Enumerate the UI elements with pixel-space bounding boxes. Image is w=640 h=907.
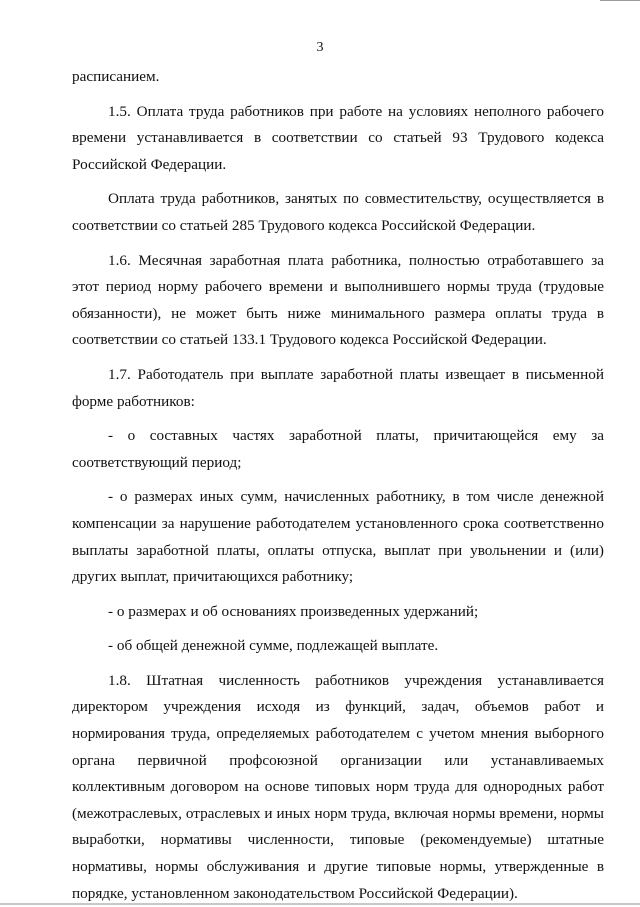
list-item-deductions: - о размерах и об основаниях произведенных удержаний; [108,602,479,620]
paragraph-1-8: 1.8. Штатная численность работников учреждения устанавливается директором учреждения исходя из функций, задач, объемов работ и нормирования труда, определяемых работодателем с учетом мнения выборного органа первичной профсоюзной организации или устанавливаемых коллективным договором на основе типовых норм труда для однородных работ (межотраслевых, отраслевых и иных норм труда, включая нормы времени, нормы выработки, нормативы численности, типовые (рекомендуемые) штатные нормативы, нормы обслуживания и другие типовые нормы, утвержденные в порядке, установленном законодательством Российской Федерации). [72,671,604,902]
document-body [72,64,604,907]
paragraph-continuation: расписанием. [72,68,160,85]
list-item-other-sums: - о размерах иных сумм, начисленных работнику, в том числе денежной компенсации за нарушение работодателем установленного срока соответственно выплаты заработной платы, оплаты отпуска, выплат при увольнении и (или) других выплат, причитающихся работнику; [72,488,604,586]
paragraph-1-7: 1.7. Работодатель при выплате заработной платы извещает в письменной форме работников: [72,365,604,410]
page-number: 3 [316,40,324,55]
list-item-total-sum: - об общей денежной сумме, подлежащей выплате. [108,637,439,655]
paragraph-1-5: 1.5. Оплата труда работников при работе на условиях неполного рабочего времени устанавливается в соответствии со статьей 93 Трудового кодекса Российской Федерации. [72,102,604,173]
scan-edge-line [600,0,640,1]
list-item-salary-parts: - о составных частях заработной платы, причитающейся ему за соответствующий период; [72,427,604,471]
paragraph-part-time-pay: Оплата труда работников, занятых по совместительству, осуществляется в соответствии со статьей 285 Трудового кодекса Российской Федерации. [72,190,604,234]
paragraph-1-6: 1.6. Месячная заработная плата работника, полностью отработавшего за этот период норму рабочего времени и выполнившего нормы труда (трудовые обязанности), не может быть ниже минимального размера оплаты труда в соответствии со статьей 133.1 Трудового кодекса Российской Федерации. [72,251,604,349]
